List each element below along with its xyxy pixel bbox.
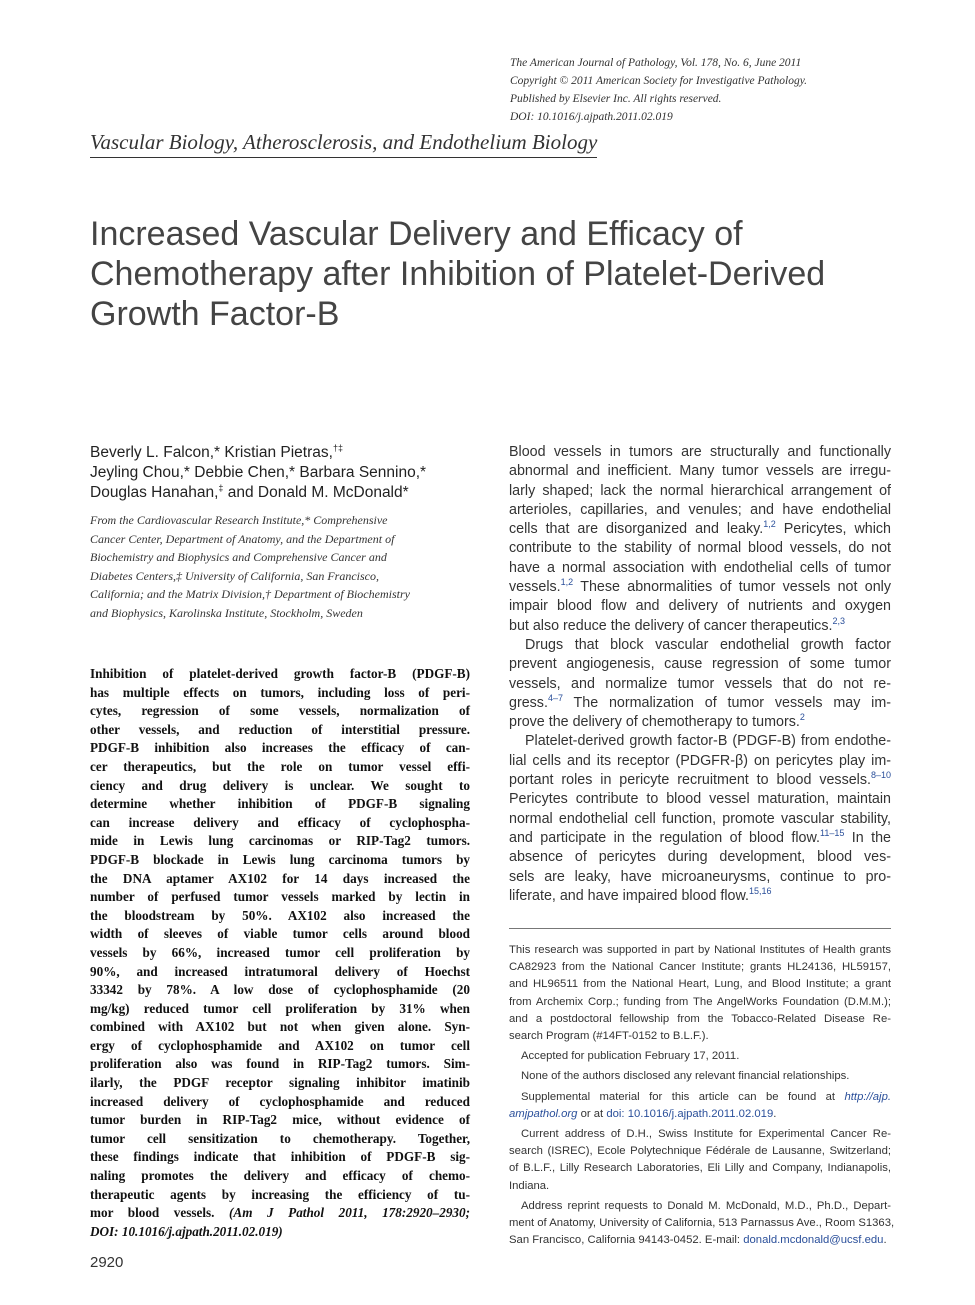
- body-line: sels are leaky, have microaneurysms, continue to pro-: [509, 868, 891, 885]
- body-line: larly shaped; lack the normal hierarchical arrangement of: [509, 482, 891, 499]
- reference-link[interactable]: 1,2: [560, 577, 574, 588]
- body-line: have a normal association with endothelial cells of tumor: [509, 559, 891, 576]
- page-number: 2920: [90, 1254, 124, 1271]
- reference-link[interactable]: 4–7: [547, 693, 563, 704]
- body-line: prevent angiogenesis, cause regression of some tumor: [509, 656, 891, 673]
- abstract: [90, 665, 470, 1241]
- affiliation-line: Diabetes Centers,‡ University of California, San Francisco,: [90, 568, 379, 583]
- abstract-line: 33342 by 78%. A low dose of cyclophosphamide (20: [90, 982, 470, 998]
- affiliation-line: Cancer Center, Department of Anatomy, and the Department of: [90, 531, 395, 546]
- footnote-line: amjpathol.org or at doi: 10.1016/j.ajpath.2011.02.019.: [509, 1107, 777, 1120]
- abstract-line: other vessels, and reduction of interstitial pressure.: [90, 721, 470, 737]
- footnote-line: Address reprint requests to Donald M. McDonald, M.D., Ph.D., Depart-: [521, 1199, 891, 1212]
- author-list: [90, 443, 490, 503]
- body-line: abnormal and inefficient. Many tumor vessels are irregu-: [509, 463, 891, 480]
- disclosure-note: None of the authors disclosed any relevant financial relationships.: [521, 1070, 850, 1083]
- abstract-line: vessels by 66%, increased tumor cell proliferation by: [90, 944, 470, 960]
- supplemental-url-link[interactable]: http://ajp.: [844, 1090, 891, 1103]
- body-line: Drugs that block vascular endothelial growth factor: [525, 636, 891, 653]
- abstract-line: ergy of cyclophosphamide and AX102 on tumor cell: [90, 1037, 470, 1053]
- footnote-divider: [509, 928, 891, 929]
- author-line: Douglas Hanahan,‡ and Donald M. McDonald*: [90, 482, 409, 501]
- footnotes: [509, 942, 895, 1252]
- body-line: Platelet-derived growth factor-B (PDGF-B) from endothe-: [525, 733, 891, 750]
- journal-citation-line: The American Journal of Pathology, Vol. 178, No. 6, June 2011: [510, 57, 802, 69]
- affiliation-block: [90, 511, 475, 623]
- abstract-line: combined with AX102 but not when given alone. Syn-: [90, 1019, 470, 1035]
- abstract-line: can increase delivery and efficacy of cyclophospha-: [90, 814, 470, 830]
- copyright-line: Copyright © 2011 American Society for Investigative Pathology.: [510, 75, 808, 87]
- abstract-citation: (Am J Pathol 2011, 178:2920–2930;: [229, 1205, 470, 1221]
- abstract-line: width of sleeves of viable tumor cells around blood: [90, 926, 470, 942]
- abstract-line: ciency and drug delivery is unclear. We sought to: [90, 777, 470, 793]
- footnote-line: search (ISREC), Ecole Polytechnique Fédérale de Lausanne, Switzerland;: [509, 1145, 891, 1158]
- abstract-line: mide in Lewis lung carcinomas or RIP-Tag2 tumors.: [90, 833, 470, 849]
- accepted-note: Accepted for publication February 17, 2011.: [521, 1050, 740, 1063]
- title-line: Growth Factor-B: [90, 295, 340, 333]
- body-line: contribute to the stability of normal blood vessels, do not: [509, 540, 891, 557]
- publisher-line: Published by Elsevier Inc. All rights reserved.: [510, 93, 722, 105]
- abstract-line: naling promotes the delivery and efficacy of chemo-: [90, 1168, 470, 1184]
- supplemental-url-link-cont[interactable]: amjpathol.org: [509, 1107, 578, 1120]
- abstract-line: increased delivery of cyclophosphamide and reduced: [90, 1093, 470, 1109]
- email-link[interactable]: donald.mcdonald@ucsf.edu: [743, 1234, 884, 1247]
- footnote-line: and HL96511 from the National Heart, Lung, and Blood Institute; a grant: [509, 978, 891, 991]
- section-header: Vascular Biology, Atherosclerosis, and Endothelium Biology: [90, 130, 597, 158]
- body-line: and participate in the regulation of blood flow.$^{11-15}$ In the: [509, 828, 891, 846]
- abstract-line: tumor cell sensitization to chemotherapy. Together,: [90, 1130, 470, 1146]
- supplemental-note: [509, 1089, 891, 1123]
- footnote-line: This research was supported in part by National Institutes of Health grants: [509, 944, 891, 956]
- body-line: but also reduce the delivery of cancer therapeutics.$^{2,3}$: [509, 615, 845, 634]
- footnote-line: CA82923 from the National Cancer Institute; grants HL24136, HL59157,: [509, 961, 891, 974]
- abstract-line: PDGF-B blockade in Lewis lung carcinoma tumors by: [90, 851, 470, 867]
- doi-line: DOI: 10.1016/j.ajpath.2011.02.019: [510, 111, 673, 123]
- abstract-line: cytes, regression of some vessels, normalization of: [90, 703, 470, 719]
- funding-note: [509, 942, 891, 1045]
- body-line: prove the delivery of chemotherapy to tumors.$^2$: [509, 712, 805, 731]
- abstract-line: proliferation also was found in RIP-Tag2 tumors. Sim-: [90, 1056, 470, 1072]
- reference-link[interactable]: 1,2: [763, 519, 776, 530]
- body-line: normal endothelial cell function, promote vascular stability,: [509, 810, 891, 827]
- current-address-note: [509, 1126, 891, 1195]
- footnote-line: from Archemix Corp.; funding from The AngelWorks Foundation (D.M.M.);: [509, 995, 891, 1008]
- body-line: Blood vessels in tumors are structurally and functionally: [509, 444, 891, 460]
- body-line: portant roles in pericyte recruitment to blood vessels.$^{8-10}$: [509, 770, 891, 789]
- abstract-line: PDGF-B inhibition also increases the efficacy of can-: [90, 740, 470, 756]
- abstract-doi: DOI: 10.1016/j.ajpath.2011.02.019): [90, 1223, 283, 1239]
- abstract-line: the DNA aptamer AX102 for 14 days increased the: [90, 870, 470, 886]
- body-line: vessels.$^{1,2}$ These abnormalities of tumor vessels not only: [509, 577, 891, 596]
- abstract-line: these findings indicate that inhibition of PDGF-B sig-: [90, 1149, 470, 1165]
- reference-link[interactable]: 2: [799, 712, 805, 723]
- body-line: gress.$^{4-7}$ The normalization of tumor vessels may im-: [509, 693, 891, 711]
- abstract-line: 90%, and increased intratumoral delivery of Hoechst: [90, 963, 470, 979]
- footnote-line: search Program (#14FT-0152 to B.L.F.).: [509, 1030, 709, 1043]
- abstract-line: [90, 1223, 470, 1242]
- journal-citation-block: [510, 54, 930, 126]
- title-line: Chemotherapy after Inhibition of Platelet-Derived: [90, 255, 826, 293]
- footnote-line: San Francisco, California 94143-0452. E-mail: donald.mcdonald@ucsf.edu.: [509, 1234, 887, 1247]
- abstract-line: tumor burden in RIP-Tag2 mice, without evidence of: [90, 1112, 470, 1128]
- body-line: cells that are disorganized and leaky.$^{1,2}$ Pericytes, which: [509, 519, 892, 538]
- affiliation-line: California; and the Matrix Division,† Department of Biochemistry: [90, 587, 410, 602]
- reference-link[interactable]: 2,3: [832, 615, 845, 626]
- author-line: Jeyling Chou,* Debbie Chen,* Barbara Sennino,*: [90, 464, 427, 481]
- body-line: liferate, and have impaired blood flow.$^{15,16}$: [509, 886, 772, 904]
- body-line: vessels, and normalize tumor vessels that do not re-: [509, 675, 891, 692]
- article-title: [90, 214, 890, 334]
- footnote-line: of B.L.F., Lilly Research Laboratories, Eli Lilly and Company, Indianapolis,: [509, 1162, 891, 1175]
- doi-link[interactable]: doi: 10.1016/j.ajpath.2011.02.019: [606, 1107, 774, 1120]
- body-line: lial cells and its receptor (PDGFR-β) on pericytes play im-: [509, 752, 891, 769]
- affiliation-line: Biochemistry and Biophysics and Comprehensive Cancer and: [90, 550, 387, 565]
- reprint-note: [509, 1198, 895, 1250]
- body-line: arterioles, capillaries, and venules; and have endothelial: [509, 501, 891, 518]
- footnote-line: Current address of D.H., Swiss Institute for Experimental Cancer Re-: [521, 1128, 891, 1141]
- body-line: absence of pericytes during development, blood ves-: [509, 849, 891, 866]
- body-text-column: [509, 443, 891, 906]
- affiliation-line: From the Cardiovascular Research Institute,* Comprehensive: [90, 513, 388, 527]
- affiliation-line: and Biophysics, Karolinska Institute, Stockholm, Sweden: [90, 605, 363, 620]
- body-line: impair blood flow and delivery of nutrients and oxygen: [509, 598, 891, 615]
- body-line: Pericytes contribute to blood vessel maturation, maintain: [509, 791, 891, 808]
- reference-link[interactable]: 15,16: [749, 886, 772, 897]
- abstract-line: the bloodstream by 50%. AX102 also increased the: [90, 907, 470, 923]
- footnote-line: ment of Anatomy, University of California, 513 Parnassus Ave., Room S1363,: [509, 1217, 895, 1230]
- abstract-line: mg/kg) reduced tumor cell proliferation by 31% when: [90, 1000, 470, 1016]
- abstract-line: therapeutic agents by increasing the efficiency of tu-: [90, 1186, 470, 1202]
- reference-link[interactable]: 8–10: [870, 770, 891, 781]
- abstract-line: mor blood vessels. (Am J Pathol 2011, 178:2920–2930;: [90, 1205, 470, 1221]
- author-line: Beverly L. Falcon,* Kristian Pietras,†‡: [90, 442, 343, 461]
- abstract-line: Inhibition of platelet-derived growth factor-B (PDGF-B): [90, 666, 470, 681]
- abstract-line: number of perfused tumor vessels marked by lectin in: [90, 889, 470, 905]
- footnote-line: and a postdoctoral fellowship from the Tobacco-Related Disease Re-: [509, 1012, 891, 1025]
- reference-link[interactable]: 11–15: [820, 828, 845, 839]
- footnote-line: Supplemental material for this article can be found at http://ajp.: [521, 1090, 891, 1103]
- abstract-line: determine whether inhibition of PDGF-B signaling: [90, 796, 470, 812]
- abstract-line: cer therapeutics, but the role on tumor vessel effi-: [90, 758, 470, 774]
- abstract-line: ilarly, the PDGF receptor signaling inhibitor imatinib: [90, 1075, 470, 1091]
- abstract-line: has multiple effects on tumors, including loss of peri-: [90, 684, 470, 700]
- footnote-line: Indiana.: [509, 1179, 550, 1192]
- title-line: Increased Vascular Delivery and Efficacy of: [90, 215, 743, 253]
